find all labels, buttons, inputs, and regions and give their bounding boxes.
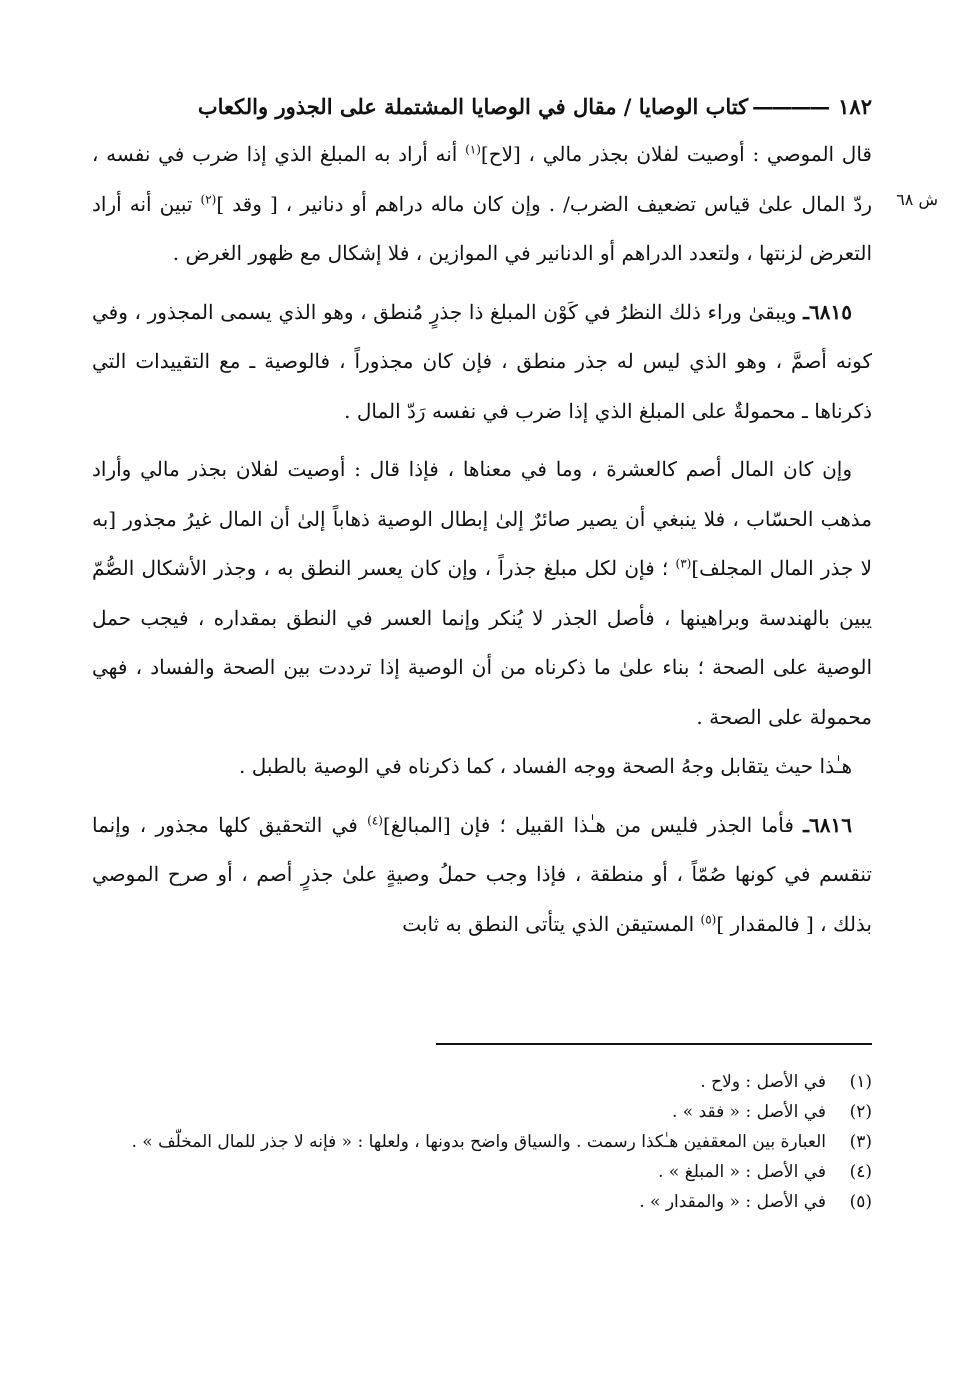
footnotes [92, 1068, 872, 1218]
footnote-ref-4[interactable]: (٤) [367, 812, 383, 827]
footnote-ref-3[interactable]: (٣) [675, 556, 692, 571]
footnote-number: (١) [849, 1072, 872, 1092]
paragraph-6815 [92, 288, 872, 437]
paragraph-number-6815: ٦٨١٥ـ [803, 299, 852, 324]
paragraph-1-text-b: أنه أراد به المبلغ الذي إذا ضرب في نفسه ، ردّ المال علىٰ قياس تضعيف الضرب/ . وإن كان ماله دراهم أو دنانير ، [ وقد ] [92, 142, 872, 216]
main-text [92, 130, 872, 949]
footnote-item [92, 1068, 872, 1096]
paragraph-3-text-a: وإن كان المال أصم كالعشرة ، وما في معناها ، فإذا قال : أوصيت لفلان بجذر مالي وأراد مذهب الحسّاب ، فلا ينبغي أن يصير صائرٌ إلىٰ إبطال الوصية ذهاباً إلىٰ أن المال غيرُ مجذور [به لا جذر المال المجلف] [92, 457, 872, 580]
paragraph-1-text-a: قال الموصي : أوصيت لفلان بجذر مالي ، [لاح] [480, 142, 872, 166]
footnote-text: العبارة بين المعقفين هـٰكذا رسمت . والسياق واضح بدونها ، ولعلها : « فإنه لا جذر للمال المخلّف » . [131, 1132, 826, 1152]
paragraph-6816-text-a: فأما الجذر فليس من هـٰذا القبيل ؛ فإن [المبالغ] [382, 812, 804, 837]
paragraph-1 [92, 130, 872, 279]
paragraph-6816-text-b: في التحقيق كلها مجذور ، وإنما تنقسم في كونها صُمّاً ، أو منطقة ، فإذا وجب حملُ وصيةٍ علىٰ جذرٍ أصم ، أو صرح الموصي بذلك ، [ فالمقدار ] [92, 812, 872, 936]
paragraph-number-6816: ٦٨١٦ـ [803, 812, 852, 837]
paragraph-3 [92, 445, 872, 742]
paragraph-6815-text: ويبقىٰ وراء ذلك النظرُ في كَوْن المبلغ ذا جذرٍ مُنطق ، وهو الذي يسمى المجذور ، وفي كونه أصمَّ ، وهو الذي ليس له جذر منطق ، فإن كان مجذوراً ، فالوصية ـ مع التقييدات التي ذكرناها ـ محمولةٌ على المبلغ الذي إذا ضرب في نفسه رَدّ المال . [92, 299, 872, 423]
footnote-number: (٥) [849, 1192, 872, 1212]
page-number: ١٨٢ [838, 93, 872, 119]
header-dash: ———— [752, 93, 829, 119]
footnote-ref-1[interactable]: (١) [465, 142, 481, 157]
footnote-item [92, 1188, 872, 1216]
footnote-item [92, 1158, 872, 1186]
footnote-number: (٢) [849, 1102, 872, 1122]
margin-folio-note: ش ٦٨ [896, 190, 938, 209]
header-title: كتاب الوصايا / مقال في الوصايا المشتملة على الجذور والكعاب [197, 93, 749, 119]
footnote-text: في الأصل : ولاح . [700, 1072, 826, 1092]
paragraph-6816-text-c: المستيقن الذي يتأتى النطق به ثابت [402, 911, 701, 936]
footnote-text: في الأصل : « والمقدار » . [639, 1192, 826, 1212]
footnote-text: في الأصل : « المبلغ » . [658, 1162, 826, 1182]
running-header [92, 86, 872, 126]
footnote-number: (٣) [849, 1132, 872, 1152]
footnote-number: (٤) [849, 1162, 872, 1182]
footnote-separator [436, 1043, 872, 1045]
footnote-text: في الأصل : « فقد » . [671, 1102, 826, 1122]
paragraph-1-text-c: تبين أنه أراد التعرض لزنتها ، ولتعدد الدراهم أو الدنانير في الموازين ، فلا إشكال مع ظهور الغرض . [92, 191, 872, 265]
paragraph-6816 [92, 801, 872, 950]
paragraph-3-text-b: ؛ فإن لكل مبلغ جذراً ، وإن كان يعسر النطق به ، وجذر الأشكال الصُّمّ يبين بالهندسة وبراهينها ، فأصل الجذر لا يُنكر وإنما العسر في النطق بمقداره ، فيجب حمل الوصية على الصحة ؛ بناء علىٰ ما ذكرناه من أن الوصية إذا ترددت بين الصحة والفساد ، فهي محمولة على الصحة . [92, 556, 872, 729]
footnote-ref-2[interactable]: (٢) [200, 191, 217, 206]
paragraph-4: هـٰذا حيث يتقابل وجهُ الصحة ووجه الفساد ، كما ذكرناه في الوصية بالطبل . [239, 754, 852, 778]
footnote-item [92, 1128, 872, 1156]
footnote-ref-5[interactable]: (٥) [700, 911, 717, 926]
footnote-item [92, 1098, 872, 1126]
